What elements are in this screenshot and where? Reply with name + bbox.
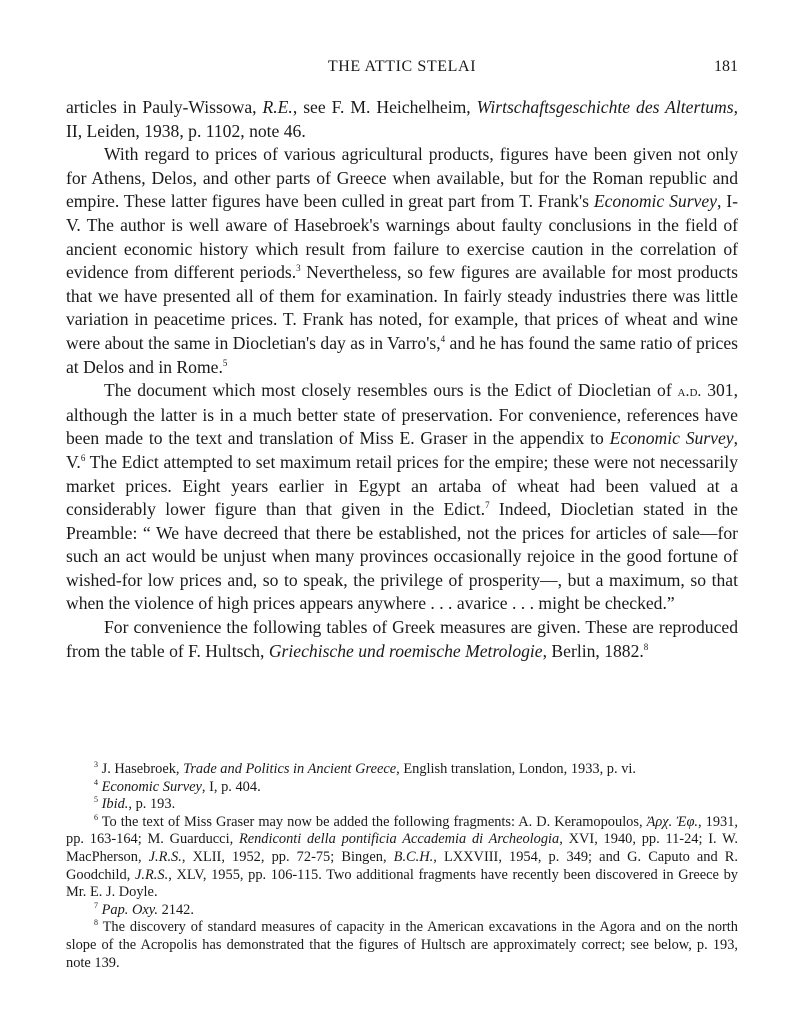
text-run: The document which most closely resembles ours is the Edict of Diocletian of [104,380,678,401]
footnote-ref[interactable]: 7 [485,500,490,511]
italic-run: Ἀρχ. Ἐφ. [646,813,699,830]
footnote-number: 6 [94,812,98,822]
text-run: Indeed, Diocletian stated in the Preamble: “ We have decreed that there be established, not the prices for articles of sale—for such an act would be unjust when many provinces occasionally rejoice in the good fortune of wished-for low prices and, so to speak, the privilege of prosperity—, but a maximum, so that when the violence of high prices appears anywhere . . . avarice . . . might be checked.” [66,499,738,614]
italic-run: Griechische und roemische Metrologie [268,640,543,661]
text-run: , V. [66,428,738,472]
footnote-number: 4 [94,777,98,787]
footnote-ref[interactable]: 4 [440,334,446,345]
footnote-5 [66,796,738,814]
small-caps-run: a.d. [677,383,702,401]
italic-run: Economic Survey [101,778,202,795]
footnote-ref[interactable]: 6 [80,453,86,464]
paragraph-measures [66,616,738,663]
text-run: , XLV, 1955, pp. 106-115. Two additional fragments have recently been discovered in Greece by Mr. E. J. Doyle. [66,866,738,901]
italic-run: Wirtschaftsgeschichte des Altertums [476,97,734,117]
text-run: , II, Leiden, 1938, p. 1102, note 46. [66,97,738,141]
italic-run: Ibid. [101,796,129,813]
footnote-8 [66,919,738,972]
text-run: The Edict attempted to set maximum retail prices for the empire; these were not necessarily market prices. Eight years earlier in Egypt an artaba of wheat had been valued at a considerably lower figure than that given in the Edict. [66,451,738,520]
text-run: , I-V. The author is well aware of Hasebroek's warnings about faulty conclusions in the field of ancient economic history which result from failure to exercise caution in the correlation of evidence from different periods. [66,191,738,283]
italic-run: R.E. [262,97,293,117]
footnote-4 [66,779,738,797]
footnote-number: 5 [94,795,98,805]
footnote-number: 3 [94,760,98,770]
text-run: , 1931, pp. 163-164; M. Guarducci, [66,813,739,848]
text-run: and he has found the same ratio of prices at Delos and in Rome. [66,332,738,377]
italic-run: Pap. Oxy. [101,901,158,918]
italic-run: J.R.S. [135,866,169,883]
footnote-6 [66,814,738,902]
paragraph-edict [66,379,738,616]
footnote-ref[interactable]: 5 [222,357,228,368]
text-run: , XLII, 1952, pp. 72-75; Bingen, [181,848,394,865]
text-run: With regard to prices of various agricultural products, figures have been given not only for Athens, Delos, and other parts of Greece when available, but for the Roman republic and empire. These latter figures have been culled in great part from T. Frank's [66,144,738,212]
text-run: For convenience the following tables of Greek measures are given. These are reproduced from the table of F. Hultsch, [66,617,738,661]
text-run: , English translation, London, 1933, p. vi. [396,761,636,777]
italic-run: J.R.S. [148,848,182,865]
text-run: , LXXVIII, 1954, p. 349; and G. Caputo and R. Goodchild, [66,848,738,883]
text-run: Nevertheless, so few figures are available for most products that we have presented all of them for examination. In fairly steady industries there was little variation in peacetime prices. T. Frank has noted, for example, that prices of wheat and wine were about the same in Diocletian's day as in Varro's, [66,262,738,353]
page-number: 181 [714,58,738,75]
text-run: , XVI, 1940, pp. 11-24; I. W. MacPherson, [66,831,739,865]
footnote-number: 7 [94,900,98,910]
text-run: , I, p. 404. [201,778,261,795]
italic-run: Trade and Politics in Ancient Greece [183,761,397,777]
paragraph-continued [66,96,738,143]
footnote-ref[interactable]: 8 [643,641,649,652]
text-run: To the text of Miss Graser may now be added the following fragments: A. D. Keramopoulos, [98,813,647,830]
text-run: The discovery of standard measures of capacity in the American excavations in the Agora and on the north slope of the Acropolis has demonstrated that the figures of Hultsch are approximately correct; see below, p. 193, note 139. [66,919,738,971]
italic-run: B.C.H. [393,848,434,865]
text-run: , p. 193. [128,796,176,813]
body-text [66,96,738,663]
running-title: THE ATTIC STELAI [327,58,477,75]
footnote-ref[interactable]: 3 [296,263,301,274]
footnote-7 [66,902,738,920]
footnote-3 [66,761,738,779]
text-run: 2142. [157,901,194,918]
running-head [66,58,738,82]
text-run: J. Hasebroek, [98,761,184,777]
paragraph-prices [66,143,738,379]
italic-run: Economic Survey [609,428,734,449]
footnote-number: 8 [94,918,98,928]
text-run: articles in Pauly-Wissowa, [66,97,263,117]
text-run: , Berlin, 1882. [542,640,644,661]
text-run: 301, although the latter is in a much better state of preservation. For convenience, references have been made to the text and translation of Miss E. Graser in the appendix to [66,380,739,449]
text-run: , see F. M. Heichelheim, [292,97,477,117]
italic-run: Economic Survey [593,191,717,212]
italic-run: Rendiconti della pontificia Accademia di Archeologia [238,831,560,848]
footnotes [66,761,738,972]
